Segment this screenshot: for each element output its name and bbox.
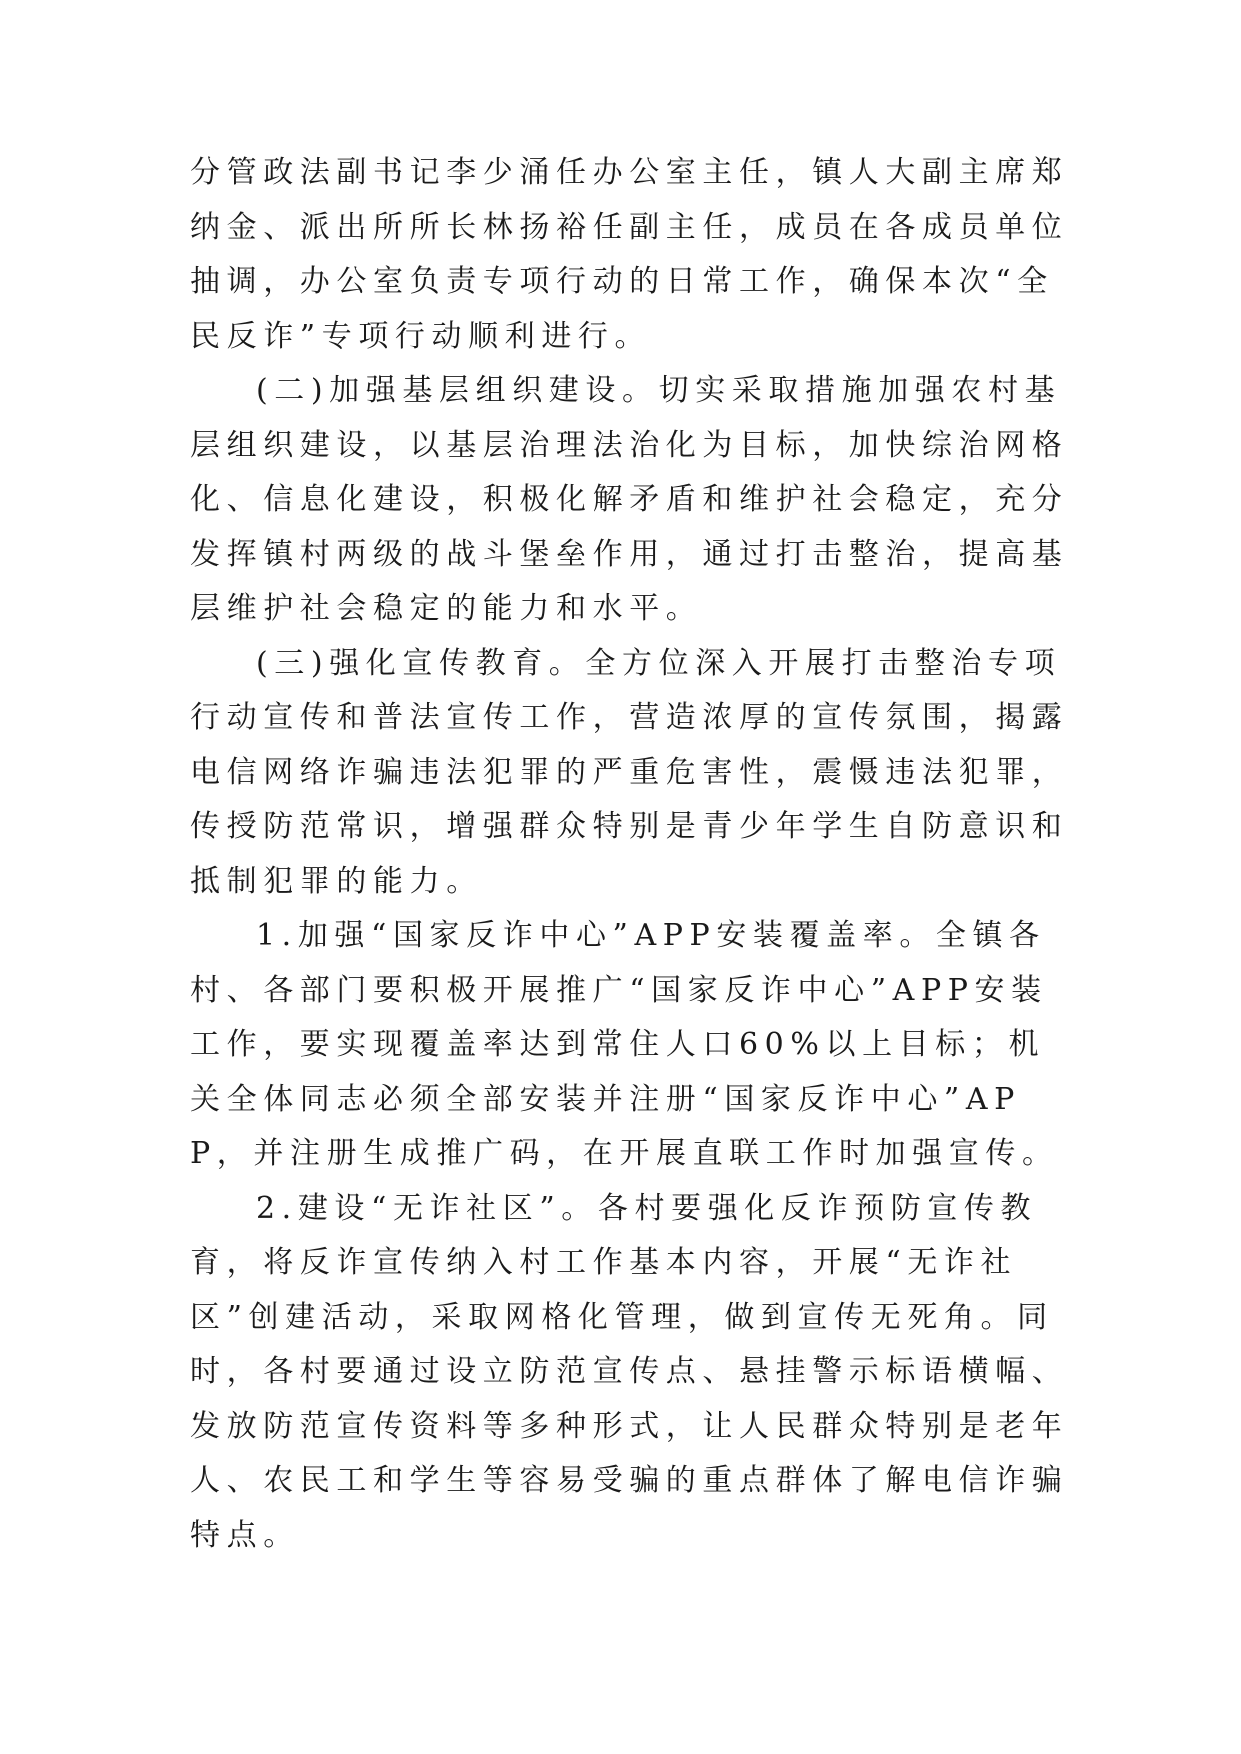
paragraph-continuation: 分管政法副书记李少涌任办公室主任，镇人大副主席郑纳金、派出所所长林扬裕任副主任，成员在各成员单位抽调，办公室负责专项行动的日常工作，确保本次“全民反诈”专项行动顺利进行。 [190, 155, 1069, 354]
paragraph-section-2: (二)加强基层组织建设。切实采取措施加强农村基层组织建设，以基层治理法治化为目标，加快综治网格化、信息化建设，积极化解矛盾和维护社会稳定，充分发挥镇村两级的战斗堡垒作用，通过打击整治，提高基层维护社会稳定的能力和水平。 [190, 373, 1069, 626]
paragraph-section-3: (三)强化宣传教育。全方位深入开展打击整治专项行动宣传和普法宣传工作，营造浓厚的宣传氛围，揭露电信网络诈骗违法犯罪的严重危害性，震慑违法犯罪，传授防范常识，增强群众特别是青少年学生自防意识和抵制犯罪的能力。 [190, 645, 1069, 899]
paragraph-item-2: 2.建设“无诈社区”。各村要强化反诈预防宣传教育，将反诈宣传纳入村工作基本内容，开展“无诈社区”创建活动，采取网格化管理，做到宣传无死角。同时，各村要通过设立防范宣传点、悬挂警示标语横幅、发放防范宣传资料等多种形式，让人民群众特别是老年人、农民工和学生等容易受骗的重点群体了解电信诈骗特点。 [190, 1190, 1069, 1553]
paragraph-item-1: 1.加强“国家反诈中心”APP安装覆盖率。全镇各村、各部门要积极开展推广“国家反诈中心”APP安装工作，要实现覆盖率达到常住人口60%以上目标；机关全体同志必须全部安装并注册“国家反诈中心”APP，并注册生成推广码，在开展直联工作时加强宣传。 [190, 918, 1059, 1171]
document-body [190, 146, 1080, 1563]
